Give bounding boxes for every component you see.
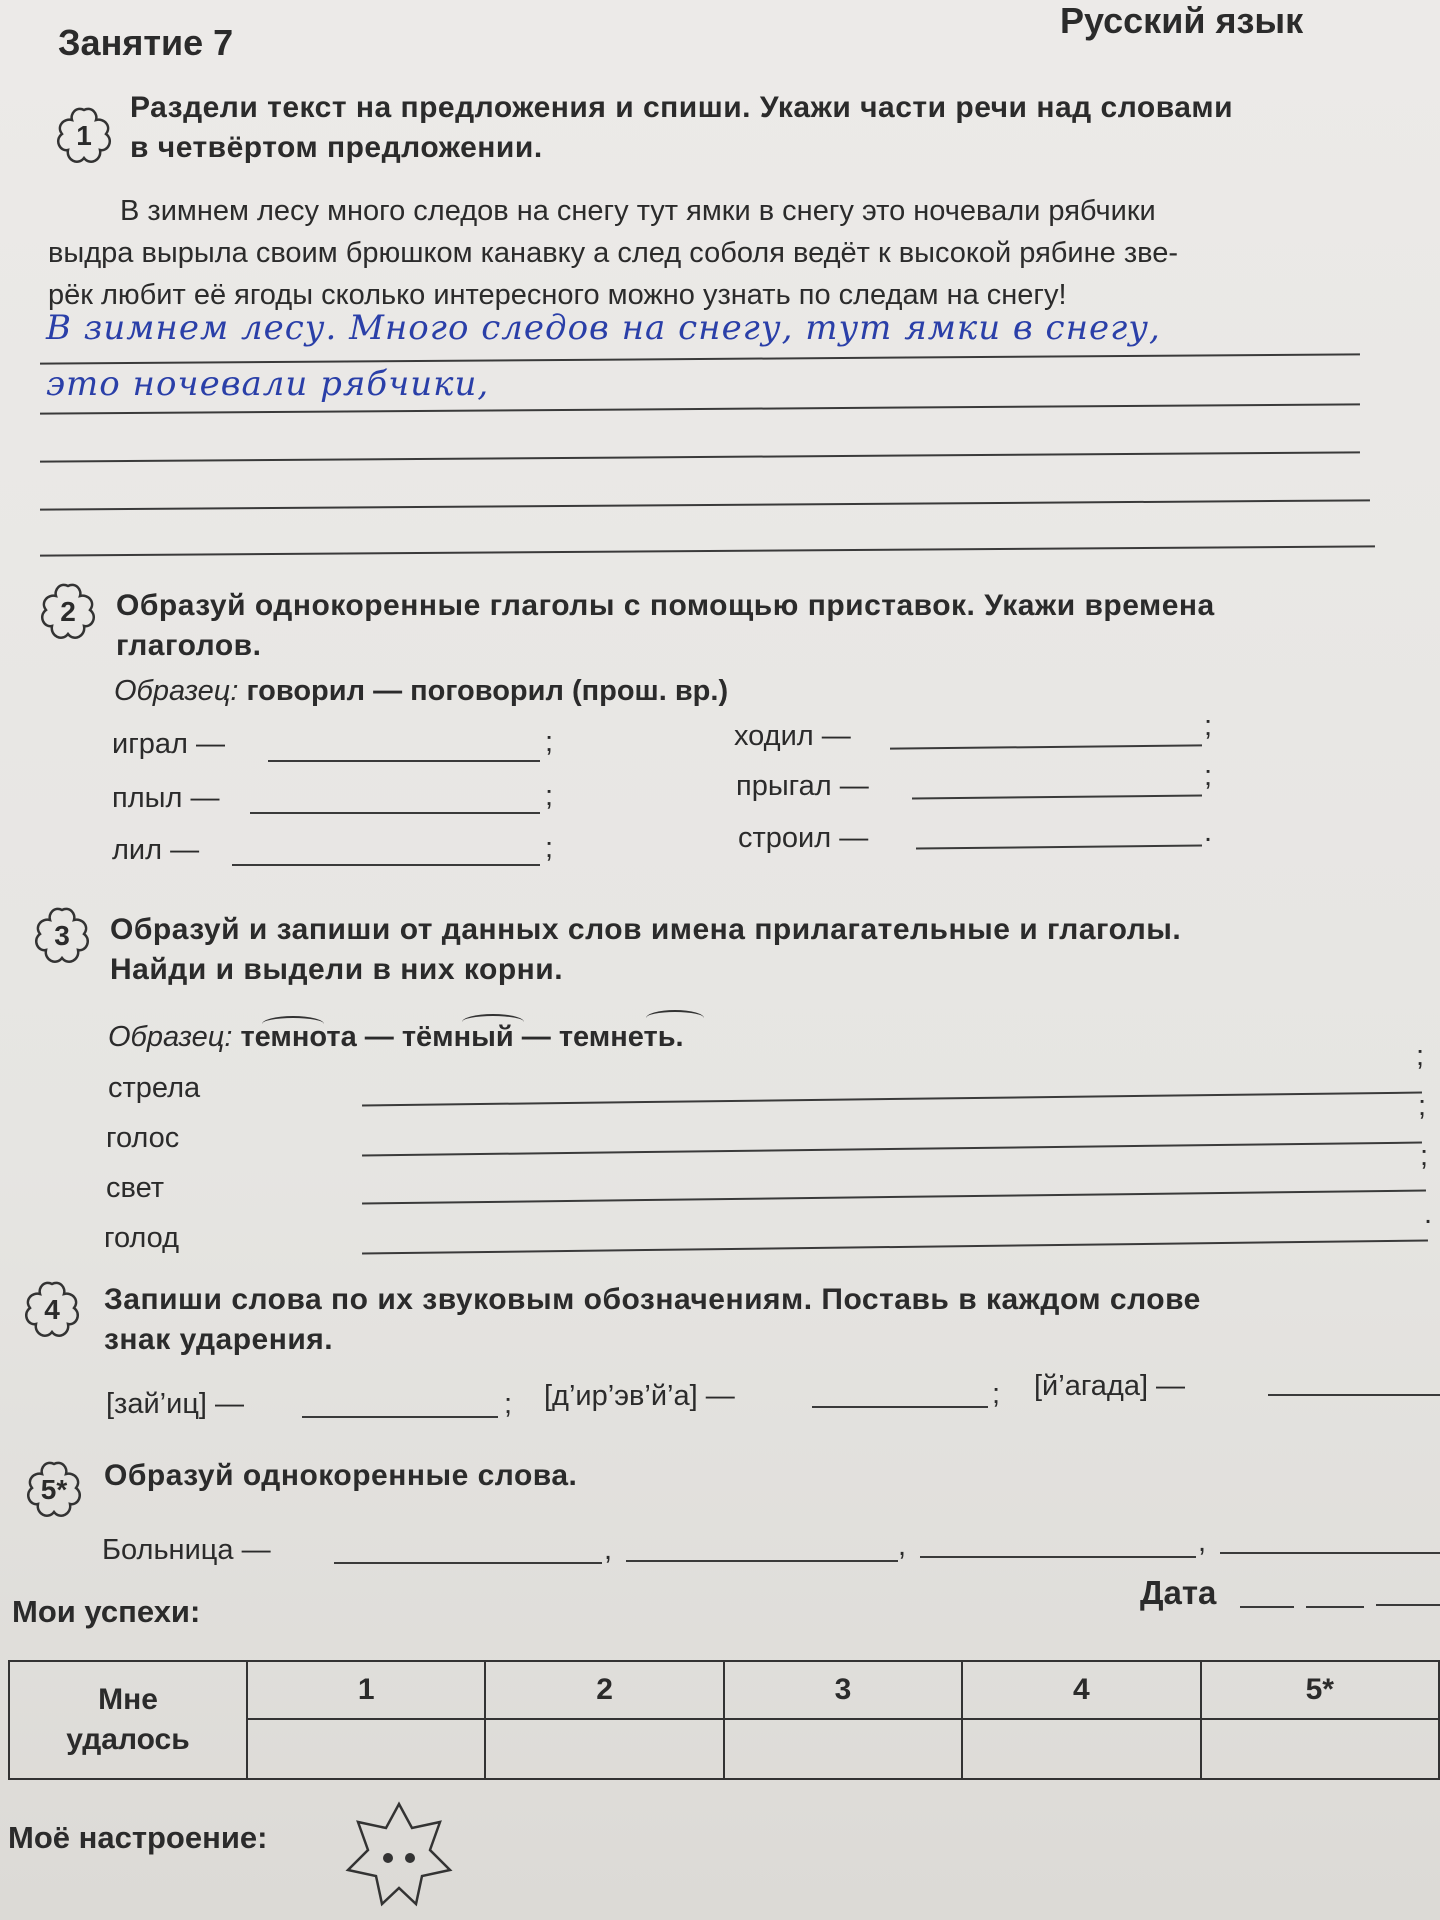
task5-answer-field[interactable] — [626, 1560, 898, 1562]
subject-title: Русский язык — [1060, 0, 1304, 41]
task3-word-golod: голод — [104, 1222, 180, 1254]
task2-end-mark: ; — [545, 780, 554, 812]
task2-end-mark: . — [1204, 816, 1213, 848]
task1-title-line1: Раздели текст на предложения и спиши. Укажи части речи над словами — [130, 91, 1234, 124]
results-row-label-line1: Мне — [98, 1683, 158, 1716]
task4-title-line1: Запиши слова по их звуковым обозначениям. Поставь в каждом слове — [104, 1283, 1201, 1316]
task4-answer-field[interactable] — [302, 1416, 498, 1418]
task2-title-line2: глаголов. — [116, 629, 262, 662]
results-table — [8, 1660, 1440, 1780]
task3-answer-field[interactable] — [362, 1142, 1422, 1157]
task1-number: 1 — [76, 120, 92, 151]
task1-answer-line[interactable] — [40, 403, 1360, 414]
task3-sample-text: темнота — тёмный — темнеть. — [240, 1021, 684, 1053]
task2-word-prygal: прыгал — — [736, 770, 869, 802]
task3-word-golos: голос — [106, 1122, 180, 1154]
task4-item-derevya: [д’ир’эв’й’а] — — [544, 1380, 735, 1412]
task1-handwritten-line1: В зимнем лесу. Много следов на снегу, тут ямки в снегу, — [46, 308, 1161, 348]
task1-number-badge — [52, 104, 116, 168]
task2-number: 2 — [60, 596, 76, 627]
task3-word-svet: свет — [106, 1172, 165, 1204]
task1-answer-line[interactable] — [40, 353, 1360, 364]
task5-answer-field[interactable] — [920, 1556, 1196, 1558]
task5-number: 5* — [40, 1474, 68, 1505]
task2-answer-field[interactable] — [912, 794, 1202, 799]
results-cell[interactable] — [247, 1719, 485, 1779]
task5-number-badge — [22, 1458, 86, 1522]
task1-text-line1: В зимнем лесу много следов на снегу тут ямки в снегу это ночевали рябчики — [120, 195, 1156, 227]
task5-sep: , — [1198, 1526, 1207, 1558]
mood-star[interactable] — [344, 1800, 454, 1910]
results-cell[interactable] — [962, 1719, 1200, 1779]
task2-answer-field[interactable] — [890, 744, 1202, 749]
task2-answer-field[interactable] — [232, 864, 540, 866]
results-cell[interactable] — [485, 1719, 723, 1779]
task2-title — [116, 586, 1416, 666]
task2-word-stroil: строил — — [738, 822, 869, 854]
task2-end-mark: ; — [545, 832, 554, 864]
task4-number: 4 — [44, 1294, 60, 1325]
results-cell[interactable] — [724, 1719, 962, 1779]
task3-title-line1: Образуй и запиши от данных слов имена прилагательные и глаголы. — [110, 913, 1182, 946]
task2-end-mark: ; — [1204, 760, 1213, 792]
task1-title-line2: в четвёртом предложении. — [130, 131, 543, 164]
task4-sep: ; — [504, 1388, 513, 1420]
task2-sample — [114, 670, 728, 712]
task4-answer-field[interactable] — [1268, 1394, 1440, 1396]
task4-title-line2: знак ударения. — [104, 1323, 334, 1356]
task2-end-mark: ; — [1204, 710, 1213, 742]
task5-word: Больница — — [102, 1534, 271, 1566]
task4-sep: ; — [992, 1378, 1001, 1410]
task2-end-mark: ; — [545, 726, 554, 758]
mood-label: Моё настроение: — [8, 1820, 268, 1855]
task1-text-line2: выдра вырыла своим брюшком канавку а след соболя ведёт к высокой рябине зве- — [48, 237, 1178, 269]
task1-answer-line[interactable] — [40, 451, 1360, 462]
task4-title — [104, 1280, 1440, 1360]
task2-word-lil: лил — — [112, 834, 200, 866]
task3-answer-field[interactable] — [362, 1239, 1428, 1254]
success-label: Мои успехи: — [12, 1594, 201, 1629]
results-col-header: 3 — [724, 1661, 962, 1719]
task5-title: Образуй однокоренные слова. — [104, 1459, 578, 1492]
task1-handwritten-line2: это ночевали рябчики, — [46, 364, 490, 404]
results-col-header: 2 — [485, 1661, 723, 1719]
task3-end-mark: . — [1424, 1198, 1433, 1230]
task4-answer-field[interactable] — [812, 1406, 988, 1408]
date-label: Дата — [1140, 1574, 1217, 1611]
date-year-field[interactable] — [1376, 1604, 1440, 1606]
task5-answer-field[interactable] — [1220, 1552, 1440, 1554]
task5-answer-field[interactable] — [334, 1562, 602, 1564]
task3-end-mark: ; — [1420, 1140, 1429, 1172]
lesson-title: Занятие 7 — [58, 22, 234, 63]
task1-title — [130, 88, 1380, 168]
task2-sample-label: Образец: — [114, 675, 239, 707]
task3-number: 3 — [54, 920, 70, 951]
task2-word-hodil: ходил — — [734, 720, 851, 752]
task3-word-strela: стрела — [108, 1072, 201, 1104]
task2-title-line1: Образуй однокоренные глаголы с помощью приставок. Укажи времена — [116, 589, 1215, 622]
task2-number-badge — [36, 580, 100, 644]
date-day-field[interactable] — [1240, 1606, 1294, 1608]
task3-end-mark: ; — [1416, 1040, 1425, 1072]
task3-answer-field[interactable] — [362, 1092, 1422, 1107]
results-col-header: 1 — [247, 1661, 485, 1719]
task5-sep: , — [898, 1530, 907, 1562]
task5-sep: , — [604, 1534, 613, 1566]
task3-end-mark: ; — [1418, 1090, 1427, 1122]
task3-sample-label: Образец: — [108, 1021, 233, 1053]
task2-sample-text: говорил — поговорил (прош. вр.) — [246, 675, 729, 707]
task3-title-line2: Найди и выдели в них корни. — [110, 953, 564, 986]
results-row-label — [9, 1661, 247, 1779]
results-cell[interactable] — [1201, 1719, 1439, 1779]
results-col-header: 4 — [962, 1661, 1200, 1719]
task2-answer-field[interactable] — [250, 812, 540, 814]
task2-word-plyl: плыл — — [112, 782, 220, 814]
star-face-icon — [344, 1800, 454, 1910]
task4-item-zaiyts: [зай’иц] — — [106, 1388, 245, 1420]
task3-title — [110, 910, 1430, 990]
task3-sample — [108, 1016, 684, 1058]
task4-number-badge — [20, 1278, 84, 1342]
task2-answer-field[interactable] — [916, 845, 1202, 850]
task1-answer-line[interactable] — [40, 499, 1370, 510]
task4-item-yagoda: [й’агада] — — [1034, 1370, 1186, 1402]
task2-word-igral: играл — — [112, 728, 226, 760]
task3-answer-field[interactable] — [362, 1190, 1426, 1205]
results-row-label-line2: удалось — [66, 1723, 190, 1756]
task1-text-line3: рёк любит её ягоды сколько интересного можно узнать по следам на снегу! — [48, 279, 1067, 311]
task2-answer-field[interactable] — [268, 760, 540, 762]
task1-answer-line[interactable] — [40, 545, 1375, 556]
task3-number-badge — [30, 904, 94, 968]
date-month-field[interactable] — [1306, 1606, 1364, 1608]
results-col-header: 5* — [1201, 1661, 1439, 1719]
